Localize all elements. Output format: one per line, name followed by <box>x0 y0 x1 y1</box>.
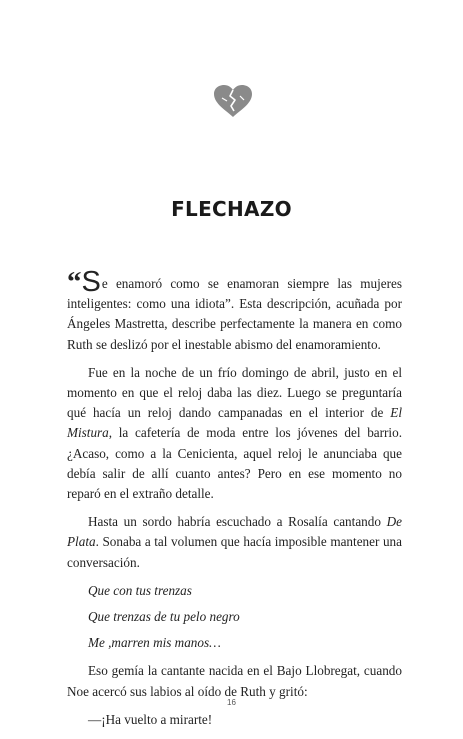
opening-quote: “ <box>67 266 82 298</box>
verse-line: Que con tus trenzas <box>88 582 192 598</box>
paragraph-2-italic: El Mistura <box>67 405 402 441</box>
song-verses <box>67 581 402 654</box>
paragraph-3-italic: De Plata <box>67 514 402 550</box>
drop-cap-letter: S <box>81 266 101 298</box>
paragraph-1-text: e enamoró como se enamoran siempre las mujeres inteligentes: como una idiota”. Esta descripción, acuñada por Ángeles Mastretta, describe perfectamente la manera en como Ruth se deslizó por el inestable abismo del enamoramiento. <box>67 276 402 352</box>
paragraph-4: Eso gemía la cantante nacida en el Bajo Llobregat, cuando Noe acercó sus labios al oído de Ruth y gritó: <box>67 663 402 699</box>
paragraph-3-text-b: . Sonaba a tal volumen que hacía imposible mantener una conversación. <box>67 534 402 570</box>
paragraph-3 <box>67 512 402 573</box>
broken-heart-icon <box>213 84 253 118</box>
paragraph-2 <box>67 363 402 504</box>
verse-line: Me ,marren mis manos… <box>88 635 221 651</box>
paragraph-1 <box>67 266 402 355</box>
paragraph-3-text-a: Hasta un sordo habría escuchado a Rosalía cantando <box>88 514 387 530</box>
paragraph-5: —¡Ha vuelto a mirarte! <box>88 711 213 727</box>
chapter-title: FLECHAZO <box>171 197 292 221</box>
paragraph-2-text-b: , la cafetería de moda entre los jóvenes del barrio. ¿Acaso, como a la Cenicienta, aquel reloj le anunciaba que debía salir de allí cuanto antes? Pero en ese momento no reparó en el extraño detalle. <box>67 425 402 502</box>
paragraph-2-text-a: Fue en la noche de un frío domingo de abril, justo en el momento en que el reloj daba las diez. Luego se preguntaría qué hacía un reloj dando campanadas en el interior de <box>67 364 402 421</box>
verse-line: Que trenzas de tu pelo negro <box>88 609 240 625</box>
chapter-body <box>67 266 402 738</box>
page-number: 16 <box>227 698 236 707</box>
